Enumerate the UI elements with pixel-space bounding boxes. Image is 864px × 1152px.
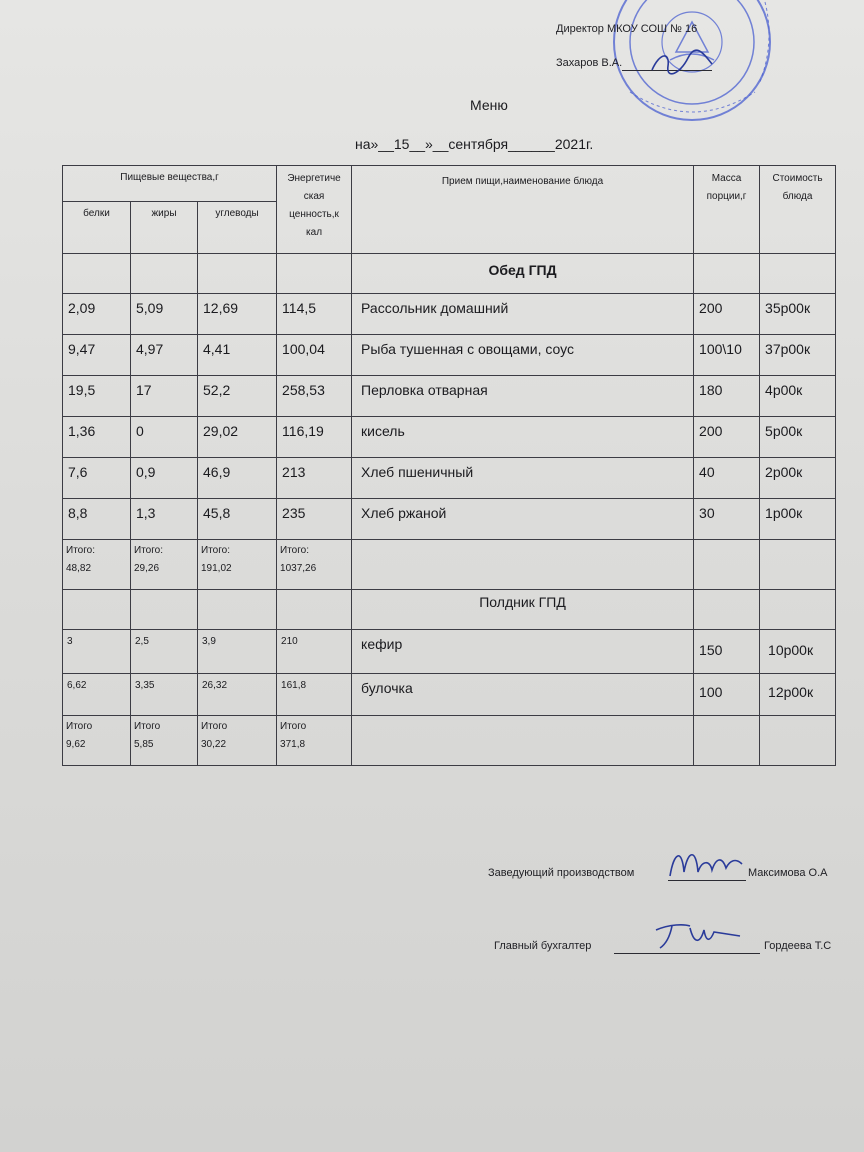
cell-cost: 10р00к	[760, 630, 836, 674]
empty-cell	[760, 716, 836, 766]
production-signature	[664, 842, 748, 882]
cell-fats: 0	[131, 417, 198, 458]
table-row	[63, 674, 836, 716]
total-label: Итого:	[280, 545, 310, 556]
cell-cost: 4р00к	[760, 376, 836, 417]
section-title-snack: Полдник ГПД	[352, 590, 694, 630]
cell-mass: 100	[694, 674, 760, 716]
cell-energy: 100,04	[277, 335, 352, 376]
cell-mass: 200	[694, 417, 760, 458]
cell-mass: 180	[694, 376, 760, 417]
cell-energy: 114,5	[277, 294, 352, 335]
cell-carbs: 46,9	[198, 458, 277, 499]
signature-production-role: Заведующий производством	[488, 867, 635, 879]
total-label: Итого:	[66, 545, 95, 556]
totals-row-snack	[63, 716, 836, 766]
cell-carbs: 4,41	[198, 335, 277, 376]
cell-fats: 3,35	[131, 674, 198, 716]
total-label: Итого	[201, 721, 228, 732]
cell-mass: 150	[694, 630, 760, 674]
section-row-snack	[63, 590, 836, 630]
header-mass-line: порции,г	[706, 191, 747, 202]
cell-energy: 210	[277, 630, 352, 674]
cell-fats: 5,09	[131, 294, 198, 335]
cell-cost: 2р00к	[760, 458, 836, 499]
cell-mass: 40	[694, 458, 760, 499]
empty-cell	[760, 590, 836, 630]
table-row	[63, 376, 836, 417]
cell-proteins: 19,5	[63, 376, 131, 417]
cell-dish: Рассольник домашний	[352, 294, 694, 335]
header-cost-line: Стоимость	[772, 173, 823, 184]
table-row	[63, 630, 836, 674]
total-value: 371,8	[280, 739, 306, 750]
total-value: 5,85	[134, 739, 154, 750]
empty-cell	[131, 254, 198, 294]
total-carbs	[198, 540, 277, 590]
cell-mass: 100\10	[694, 335, 760, 376]
table-row	[63, 417, 836, 458]
header-cost-line: блюда	[782, 191, 813, 202]
approval-director: Директор МКОУ СОШ № 16	[556, 23, 698, 35]
cell-cost: 5р00к	[760, 417, 836, 458]
header-carbs: углеводы	[198, 202, 277, 254]
header-energy-line: Энергетиче	[287, 173, 341, 184]
table-row	[63, 335, 836, 376]
empty-cell	[694, 716, 760, 766]
total-energy	[277, 716, 352, 766]
cell-mass: 30	[694, 499, 760, 540]
cell-fats: 17	[131, 376, 198, 417]
header-energy-line: ценность,к	[289, 209, 339, 220]
cell-mass: 200	[694, 294, 760, 335]
total-label: Итого	[280, 721, 307, 732]
cell-fats: 0,9	[131, 458, 198, 499]
menu-table	[62, 165, 836, 766]
total-value: 29,26	[134, 563, 160, 574]
total-label: Итого	[66, 721, 93, 732]
total-carbs	[198, 716, 277, 766]
cell-proteins: 3	[63, 630, 131, 674]
cell-dish: булочка	[352, 674, 694, 716]
header-energy	[277, 166, 352, 254]
signature-accountant-role: Главный бухгалтер	[494, 940, 592, 952]
cell-energy: 116,19	[277, 417, 352, 458]
header-fats: жиры	[131, 202, 198, 254]
empty-cell	[277, 254, 352, 294]
header-mass-line: Масса	[711, 173, 742, 184]
cell-cost: 1р00к	[760, 499, 836, 540]
empty-cell	[277, 590, 352, 630]
cell-energy: 213	[277, 458, 352, 499]
cell-dish: Хлеб ржаной	[352, 499, 694, 540]
cell-dish: Хлеб пшеничный	[352, 458, 694, 499]
director-signature	[648, 48, 718, 78]
cell-cost: 35р00к	[760, 294, 836, 335]
cell-carbs: 26,32	[198, 674, 277, 716]
total-value: 191,02	[201, 563, 232, 574]
header-cost	[760, 166, 836, 254]
header-row	[63, 166, 836, 202]
cell-fats: 4,97	[131, 335, 198, 376]
cell-dish: кефир	[352, 630, 694, 674]
cell-cost: 37р00к	[760, 335, 836, 376]
empty-cell	[198, 590, 277, 630]
total-label: Итого	[134, 721, 161, 732]
section-row-lunch	[63, 254, 836, 294]
header-nutrients: Пищевые вещества,г	[63, 166, 277, 202]
cell-carbs: 3,9	[198, 630, 277, 674]
cell-energy: 235	[277, 499, 352, 540]
section-title-lunch: Обед ГПД	[352, 254, 694, 294]
cell-proteins: 8,8	[63, 499, 131, 540]
empty-cell	[198, 254, 277, 294]
total-proteins	[63, 716, 131, 766]
cell-dish: Рыба тушенная с овощами, соус	[352, 335, 694, 376]
empty-cell	[352, 540, 694, 590]
menu-date: на»__15__»__сентября______2021г.	[355, 136, 594, 152]
signature-production-name: Максимова О.А	[748, 867, 828, 879]
header-energy-line: ская	[303, 191, 325, 202]
empty-cell	[131, 590, 198, 630]
total-value: 1037,26	[280, 563, 317, 574]
total-fats	[131, 716, 198, 766]
cell-proteins: 2,09	[63, 294, 131, 335]
table-row	[63, 499, 836, 540]
total-value: 9,62	[66, 739, 86, 750]
totals-row-lunch	[63, 540, 836, 590]
total-proteins	[63, 540, 131, 590]
total-fats	[131, 540, 198, 590]
empty-cell	[63, 254, 131, 294]
cell-proteins: 7,6	[63, 458, 131, 499]
empty-cell	[694, 254, 760, 294]
cell-proteins: 1,36	[63, 417, 131, 458]
cell-carbs: 12,69	[198, 294, 277, 335]
document-title: Меню	[470, 97, 508, 113]
approval-director-name: Захаров В.А.	[556, 57, 623, 69]
cell-dish: Перловка отварная	[352, 376, 694, 417]
empty-cell	[694, 540, 760, 590]
cell-proteins: 6,62	[63, 674, 131, 716]
empty-cell	[760, 540, 836, 590]
cell-cost: 12р00к	[760, 674, 836, 716]
cell-proteins: 9,47	[63, 335, 131, 376]
header-meal: Прием пищи,наименование блюда	[352, 166, 694, 254]
cell-fats: 1,3	[131, 499, 198, 540]
cell-energy: 161,8	[277, 674, 352, 716]
empty-cell	[760, 254, 836, 294]
total-value: 48,82	[66, 563, 92, 574]
cell-carbs: 29,02	[198, 417, 277, 458]
accountant-signature	[650, 918, 746, 954]
empty-cell	[352, 716, 694, 766]
empty-cell	[63, 590, 131, 630]
total-energy	[277, 540, 352, 590]
header-proteins: белки	[63, 202, 131, 254]
empty-cell	[694, 590, 760, 630]
header-mass	[694, 166, 760, 254]
cell-dish: кисель	[352, 417, 694, 458]
header-energy-line: кал	[306, 227, 323, 238]
cell-energy: 258,53	[277, 376, 352, 417]
total-label: Итого:	[201, 545, 230, 556]
cell-carbs: 52,2	[198, 376, 277, 417]
table-row	[63, 294, 836, 335]
cell-carbs: 45,8	[198, 499, 277, 540]
total-label: Итого:	[134, 545, 163, 556]
cell-fats: 2,5	[131, 630, 198, 674]
table-row	[63, 458, 836, 499]
total-value: 30,22	[201, 739, 227, 750]
signature-accountant-name: Гордеева Т.С	[764, 940, 832, 952]
